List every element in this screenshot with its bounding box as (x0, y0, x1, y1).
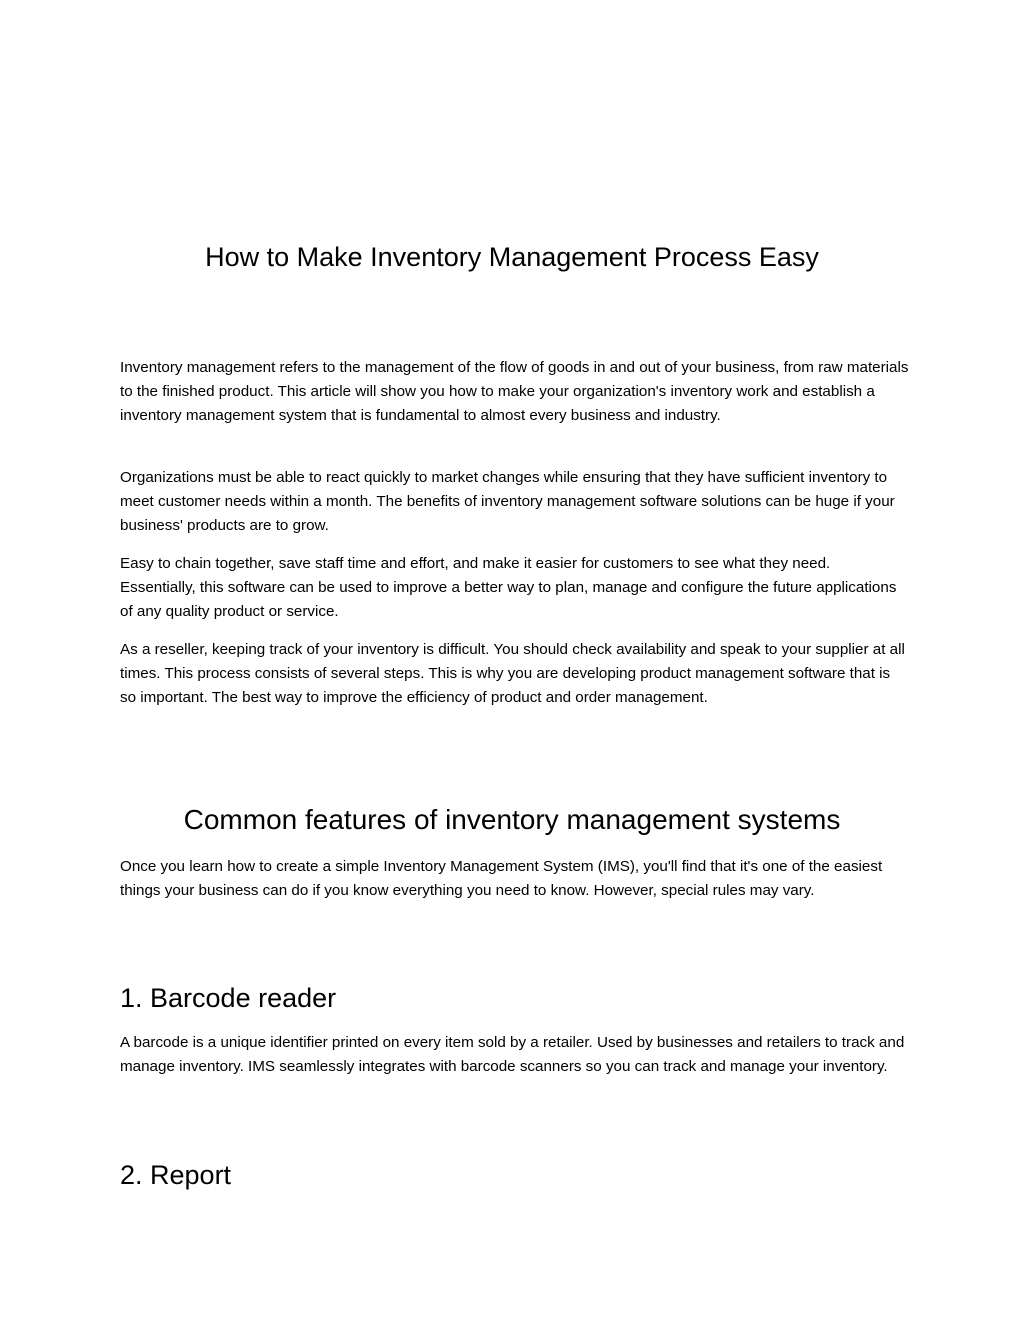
feature-body-barcode-reader: A barcode is a unique identifier printed on every item sold by a retailer. Used by businesses and retailers to track and manage inventory. IMS seamlessly integrates with barcode scanners so you can track and manage your inventory. (120, 1034, 905, 1076)
intro-paragraph-2: Organizations must be able to react quickly to market changes while ensuring that they have sufficient inventory to meet customer needs within a month. The benefits of inventory management software solutions can be huge if your business' products are to grow. (120, 469, 895, 535)
section-heading-features: Common features of inventory management systems (183, 804, 841, 835)
intro-paragraph-4: As a reseller, keeping track of your inventory is difficult. You should check availability and speak to your supplier at all times. This process consists of several steps. This is why you are developing product management software that is so important. The best way to improve the efficiency of product and order management. (120, 641, 905, 707)
features-intro-paragraph: Once you learn how to create a simple Inventory Management System (IMS), you'll find that it's one of the easiest things your business can do if you know everything you need to know. However, special rules may vary. (120, 858, 883, 900)
page-title: How to Make Inventory Management Process Easy (205, 242, 819, 272)
intro-paragraph-3: Easy to chain together, save staff time and effort, and make it easier for customers to see what they need. Essentially, this software can be used to improve a better way to plan, manage and configure the future applications of any quality product or service. (120, 555, 897, 621)
intro-paragraph-1: Inventory management refers to the management of the flow of goods in and out of your business, from raw materials to the finished product. This article will show you how to make your organization's inventory work and establish a inventory management system that is fundamental to almost every business and industry. (120, 359, 909, 425)
feature-heading-report: 2. Report (120, 1160, 232, 1190)
feature-heading-barcode-reader: 1. Barcode reader (120, 983, 337, 1013)
